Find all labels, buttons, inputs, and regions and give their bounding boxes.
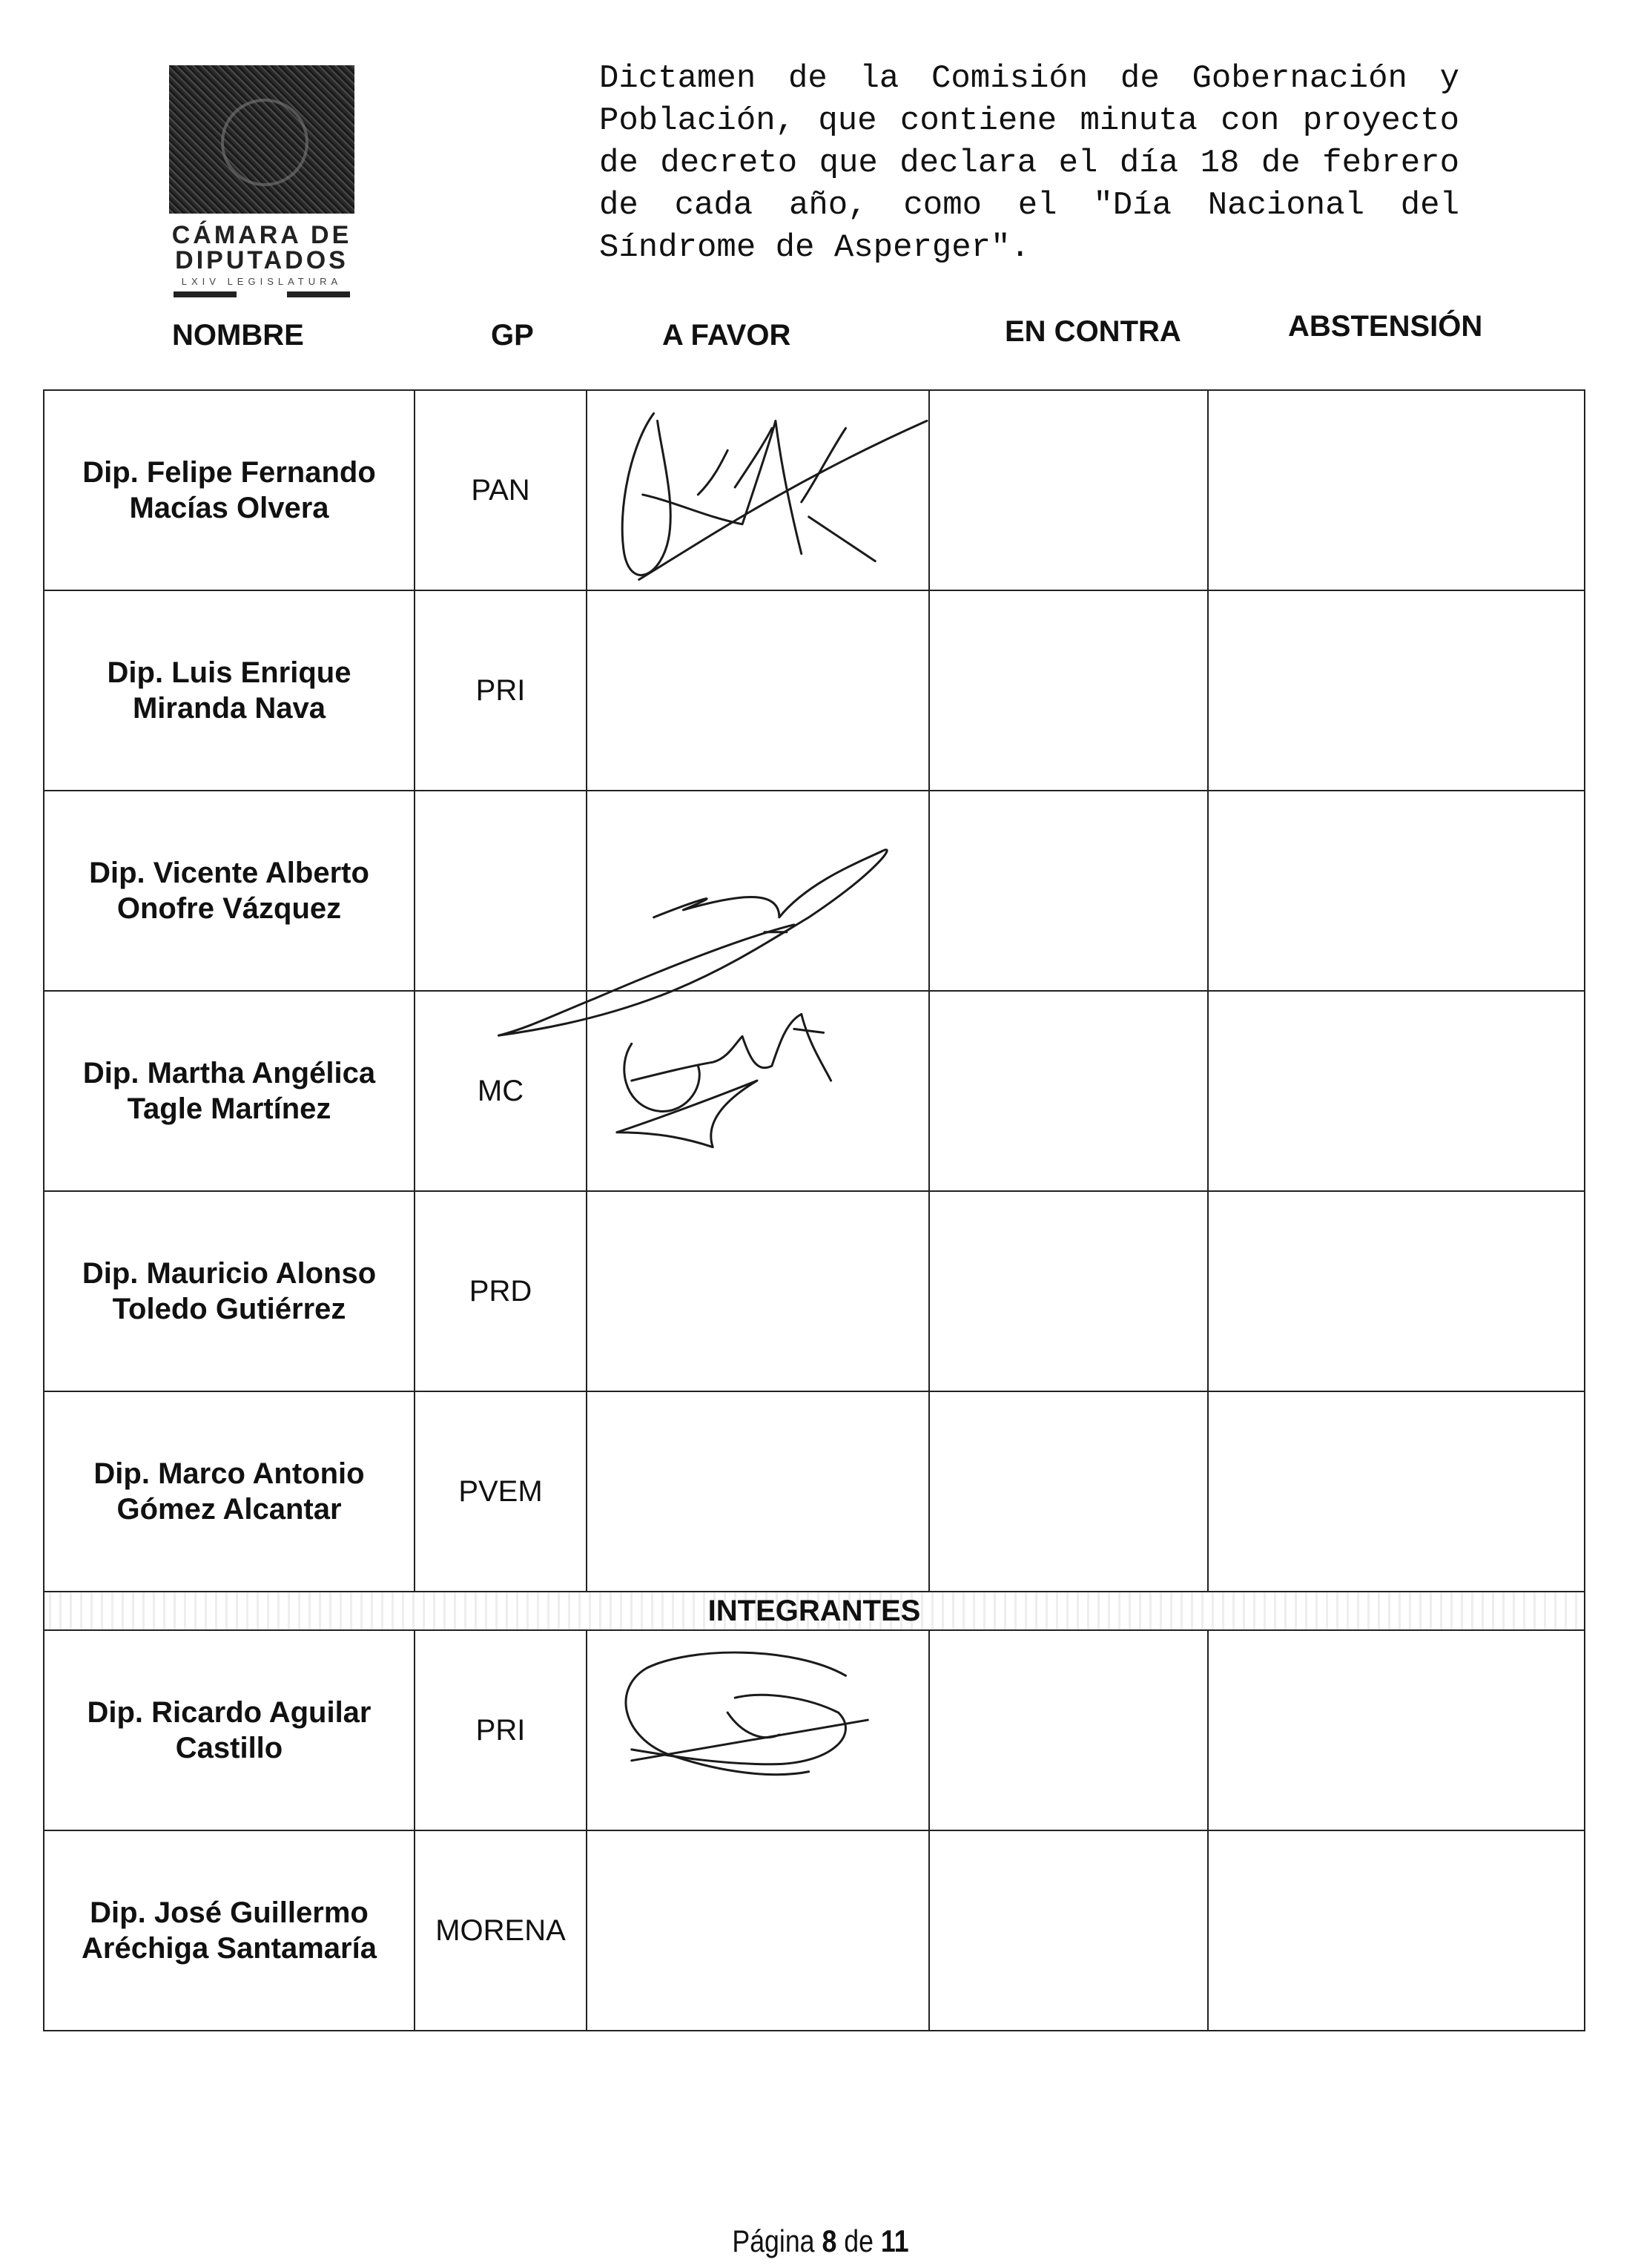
abstension-cell [1208,1391,1585,1592]
abstension-cell [1208,791,1585,991]
abstension-cell [1208,1630,1585,1830]
column-header-a-favor: A FAVOR [662,319,791,352]
logo-bars [165,291,359,297]
logo-text-line3: LXIV LEGISLATURA [181,276,343,287]
signature-cell-a-favor [587,390,929,590]
deputy-name: Dip. Felipe Fernando Macías Olvera [44,390,415,590]
signature [587,1631,928,1830]
deputy-name: Dip. Vicente Alberto Onofre Vázquez [44,791,415,991]
deputy-name: Dip. Luis Enrique Miranda Nava [44,590,415,791]
en-contra-cell [929,791,1208,991]
en-contra-cell [929,1630,1208,1830]
deputy-name: Dip. Ricardo Aguilar Castillo [44,1630,415,1830]
column-header-en-contra: EN CONTRA [1005,315,1181,348]
section-header-row [44,1592,1585,1630]
vote-table [43,389,1585,2031]
page-number: 8 [822,2224,837,2258]
signature-cell-a-favor [587,991,929,1191]
table-row [44,1391,1585,1592]
column-header-gp: GP [491,319,534,352]
en-contra-cell [929,390,1208,590]
page-total: 11 [880,2224,909,2258]
logo-text-line1: CÁMARA DE [171,221,352,249]
a-favor-cell [587,1830,929,2031]
table-row [44,590,1585,791]
abstension-cell [1208,590,1585,791]
en-contra-cell [929,590,1208,791]
party-cell: PVEM [415,1391,587,1592]
deputy-name: Dip. Martha Angélica Tagle Martínez [44,991,415,1191]
signature [587,992,928,1190]
party-cell: PRI [415,1630,587,1830]
signature [587,791,928,990]
logo-text-line2: DIPUTADOS [175,246,349,274]
document-title: Dictamen de la Comisión de Gobernación y Población, que contiene minuta con proyecto de decreto que declara el día 18 de febrero de cada año, como el "Día Nacional del Síndrome de Asperger". [599,60,1459,266]
deputy-name: Dip. Marco Antonio Gómez Alcantar [44,1391,415,1592]
deputy-name: Dip. José Guillermo Aréchiga Santamaría [44,1830,415,2031]
signature-cell-a-favor [587,791,929,991]
column-header-nombre: NOMBRE [172,319,304,352]
signature-cell-a-favor [587,1630,929,1830]
signature [587,391,928,590]
abstension-cell [1208,991,1585,1191]
a-favor-cell [587,1391,929,1592]
table-row [44,1191,1585,1391]
footer-prefix: Página [732,2224,815,2258]
table-row [44,390,1585,590]
abstension-cell [1208,1191,1585,1391]
party-cell: PRD [415,1191,587,1391]
a-favor-cell [587,1191,929,1391]
table-row [44,791,1585,991]
party-cell [415,791,587,991]
page-footer [123,2224,1518,2259]
table-row [44,991,1585,1191]
en-contra-cell [929,991,1208,1191]
footer-middle: de [844,2224,874,2258]
table-row [44,1830,1585,2031]
section-label: INTEGRANTES [44,1592,1585,1630]
party-cell: PAN [415,390,587,590]
column-header-abstension: ABSTENSIÓN [1288,310,1483,343]
a-favor-cell [587,590,929,791]
en-contra-cell [929,1191,1208,1391]
chamber-logo [165,65,359,297]
party-cell: MORENA [415,1830,587,2031]
table-row [44,1630,1585,1830]
chamber-emblem [169,65,354,214]
abstension-cell [1208,1830,1585,2031]
party-cell: MC [415,991,587,1191]
deputy-name: Dip. Mauricio Alonso Toledo Gutiérrez [44,1191,415,1391]
abstension-cell [1208,390,1585,590]
party-cell: PRI [415,590,587,791]
en-contra-cell [929,1391,1208,1592]
en-contra-cell [929,1830,1208,2031]
